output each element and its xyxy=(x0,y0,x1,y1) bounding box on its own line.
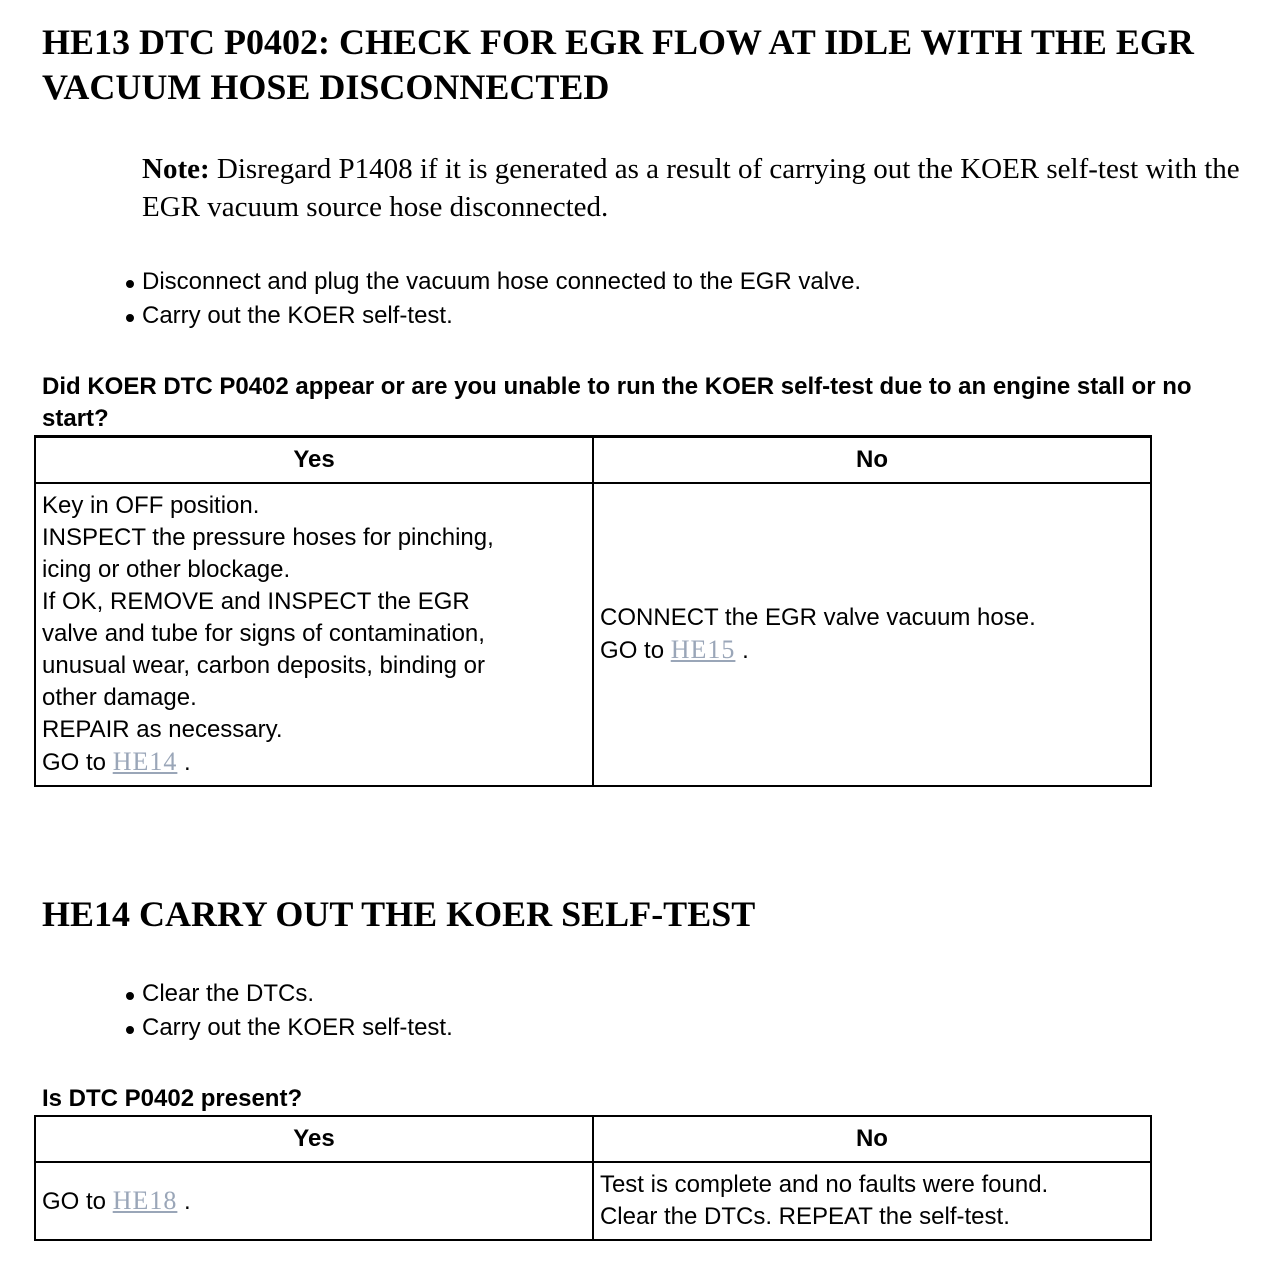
goto-line: GO to HE14 . xyxy=(42,747,191,776)
bullet-icon xyxy=(126,1026,134,1034)
cell-line: other damage. xyxy=(42,684,197,711)
table-row xyxy=(35,483,1151,786)
no-header: No xyxy=(593,437,1151,484)
section-heading-he14: HE14 CARRY OUT THE KOER SELF-TEST xyxy=(42,894,756,934)
yes-cell xyxy=(35,483,593,786)
section-heading-he13: HE13 DTC P0402: CHECK FOR EGR FLOW AT IDLE WITH THE EGR VACUUM HOSE DISCONNECTED xyxy=(42,22,1194,107)
link-he14[interactable]: HE14 xyxy=(112,747,178,776)
cell-line: If OK, REMOVE and INSPECT the EGR xyxy=(42,588,470,615)
yes-header: Yes xyxy=(35,437,593,484)
note-text: Disregard P1408 if it is generated as a result of carrying out the KOER self-test with the EGR vacuum source hose disconnected. xyxy=(142,153,1240,223)
cell-line: INSPECT the pressure hoses for pinching, xyxy=(42,524,494,551)
table-header-row xyxy=(35,1116,1151,1162)
yes-cell: GO to HE18 . xyxy=(35,1162,593,1240)
bullet-list-he13 xyxy=(122,265,861,333)
bullet-list-he14 xyxy=(122,977,453,1045)
cell-line: CONNECT the EGR valve vacuum hose. xyxy=(600,604,1036,631)
table-row xyxy=(35,1162,1151,1240)
cell-line: unusual wear, carbon deposits, binding or xyxy=(42,652,485,679)
link-he15[interactable]: HE15 xyxy=(670,635,736,664)
decision-table-he14 xyxy=(34,1115,1152,1241)
link-he18[interactable]: HE18 xyxy=(112,1185,178,1215)
cell-line: icing or other blockage. xyxy=(42,556,291,583)
decision-table-he13 xyxy=(34,435,1152,787)
list-item: Clear the DTCs. xyxy=(122,977,453,1011)
bullet-icon xyxy=(126,992,134,1000)
goto-line: GO to HE15 . xyxy=(600,635,749,664)
question-he14: Is DTC P0402 present? xyxy=(42,1085,303,1112)
table-header-row xyxy=(35,437,1151,484)
cell-line: valve and tube for signs of contamination, xyxy=(42,620,485,647)
note-label: Note: xyxy=(142,153,210,185)
cell-line: Key in OFF position. xyxy=(42,492,260,519)
cell-line: REPAIR as necessary. xyxy=(42,716,283,743)
bullet-icon xyxy=(126,280,134,288)
question-he13: Did KOER DTC P0402 appear or are you unable to run the KOER self-test due to an engine stall or no start? xyxy=(42,373,1192,432)
no-header: No xyxy=(593,1116,1151,1162)
bullet-icon xyxy=(126,314,134,322)
cell-line: Test is complete and no faults were found. xyxy=(599,1171,1049,1198)
cell-line: Clear the DTCs. REPEAT the self-test. xyxy=(599,1203,1010,1230)
list-item: Disconnect and plug the vacuum hose connected to the EGR valve. xyxy=(122,265,861,299)
yes-header: Yes xyxy=(35,1116,593,1162)
list-item: Carry out the KOER self-test. xyxy=(122,1011,453,1045)
no-cell xyxy=(593,1162,1151,1240)
no-cell xyxy=(593,483,1151,786)
note xyxy=(142,150,1252,226)
list-item: Carry out the KOER self-test. xyxy=(122,299,861,333)
